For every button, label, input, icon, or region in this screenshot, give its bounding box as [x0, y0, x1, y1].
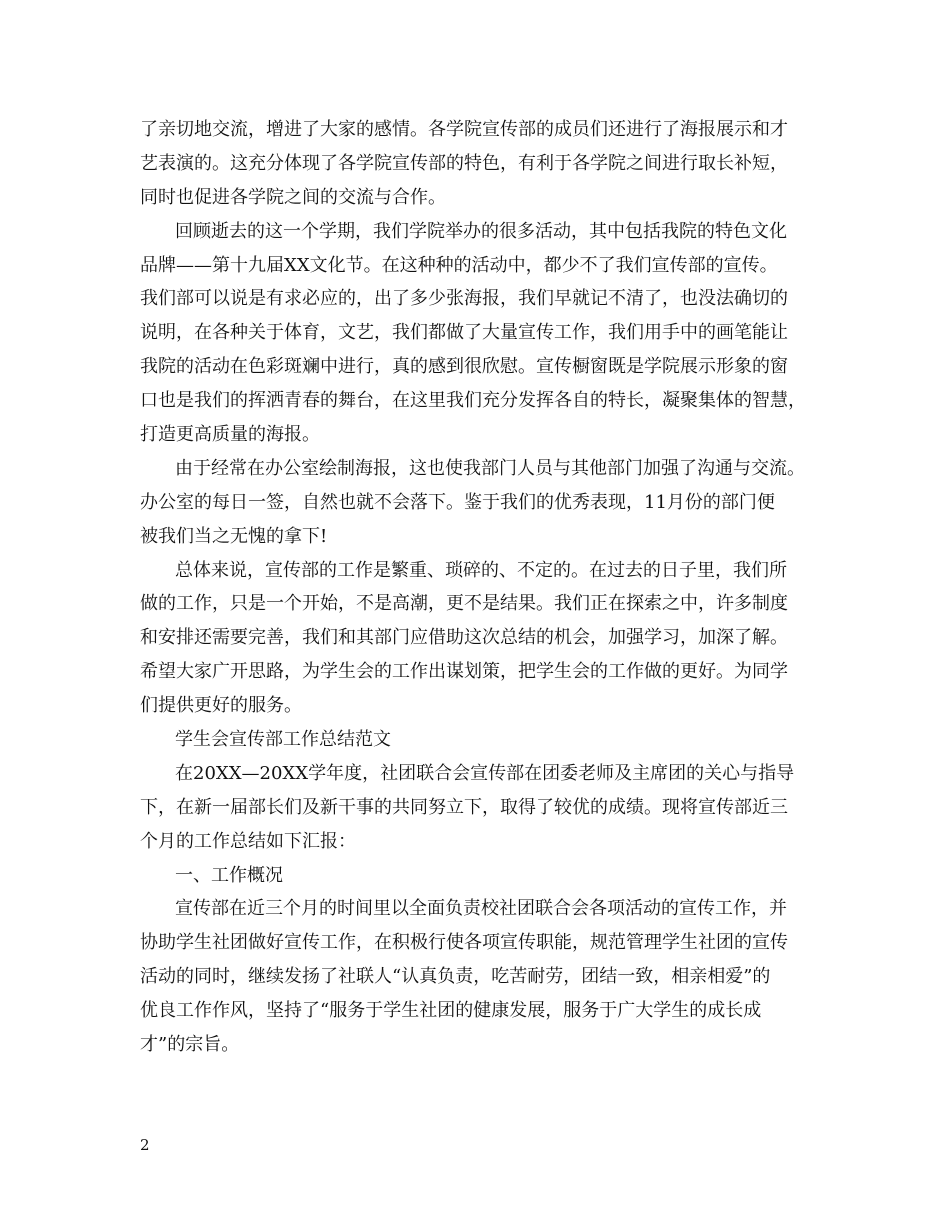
text-line: 了亲切地交流，增进了大家的感情。各学院宣传部的成员们还进行了海报展示和才 [140, 119, 788, 140]
text-line: 们提供更好的服务。 [140, 695, 302, 717]
text-line: 我们部可以说是有求必应的，出了多少张海报，我们早就记不清了，也没法确切的 [140, 288, 788, 310]
document-body [140, 113, 820, 1062]
text-line: 打造更高质量的海报。 [140, 424, 320, 446]
text-line: 和安排还需要完善，我们和其部门应借助这次总结的机会，加强学习，加深了解。 [140, 627, 788, 649]
text-line: 同时也促进各学院之间的交流与合作。 [140, 186, 446, 208]
text-line: 总体来说，宣传部的工作是繁重、琐碎的、不定的。在过去的日子里，我们所 [175, 559, 787, 581]
text-line: 才”的宗旨。 [140, 1034, 240, 1056]
text-line: 我院的活动在色彩斑斓中进行，真的感到很欣慰。宣传橱窗既是学院展示形象的窗 [140, 356, 788, 378]
text-line: 品牌——第十九届XX文化节。在这种种的活动中，都少不了我们宣传部的宣传。 [140, 254, 778, 276]
text-line: 下，在新一届部长们及新干事的共同努立下，取得了较优的成绩。现将宣传部近三 [140, 796, 788, 818]
text-line: 希望大家广开思路，为学生会的工作出谋划策，把学生会的工作做的更好。为同学 [140, 661, 788, 683]
text-line: 宣传部在近三个月的时间里以全面负责校社团联合会各项活动的宣传工作，并 [175, 898, 787, 920]
text-line: 办公室的每日一签，自然也就不会落下。鉴于我们的优秀表现，11月份的部门便 [140, 491, 775, 513]
text-line: 优良工作作风，坚持了“服务于学生社团的健康发展，服务于广大学生的成长成 [140, 1000, 762, 1022]
text-line: 在20XX—20XX学年度，社团联合会宣传部在团委老师及主席团的关心与指导 [175, 762, 795, 784]
page-number: 2 [140, 1136, 150, 1154]
section-title: 学生会宣传部工作总结范文 [175, 729, 391, 751]
text-line: 协助学生社团做好宣传工作，在积极行使各项宣传职能，规范管理学生社团的宣传 [140, 932, 788, 954]
section-heading: 一、工作概况 [175, 864, 283, 886]
text-line: 由于经常在办公室绘制海报，这也使我部门人员与其他部门加强了沟通与交流。 [175, 457, 805, 479]
text-line: 个月的工作总结如下汇报： [140, 830, 356, 852]
text-line: 活动的同时，继续发扬了社联人“认真负责，吃苦耐劳，团结一致，相亲相爱”的 [140, 966, 771, 988]
text-line: 被我们当之无愧的拿下! [140, 525, 328, 547]
text-line: 说明，在各种关于体育，文艺，我们都做了大量宣传工作，我们用手中的画笔能让 [140, 322, 788, 344]
text-line: 做的工作，只是一个开始，不是高潮，更不是结果。我们正在探索之中，许多制度 [140, 593, 788, 615]
text-line: 艺表演的。这充分体现了各学院宣传部的特色，有利于各学院之间进行取长补短， [140, 152, 788, 174]
text-line: 回顾逝去的这一个学期，我们学院举办的很多活动，其中包括我院的特色文化 [175, 220, 787, 242]
text-line: 口也是我们的挥洒青春的舞台，在这里我们充分发挥各自的特长，凝聚集体的智慧， [140, 390, 806, 412]
